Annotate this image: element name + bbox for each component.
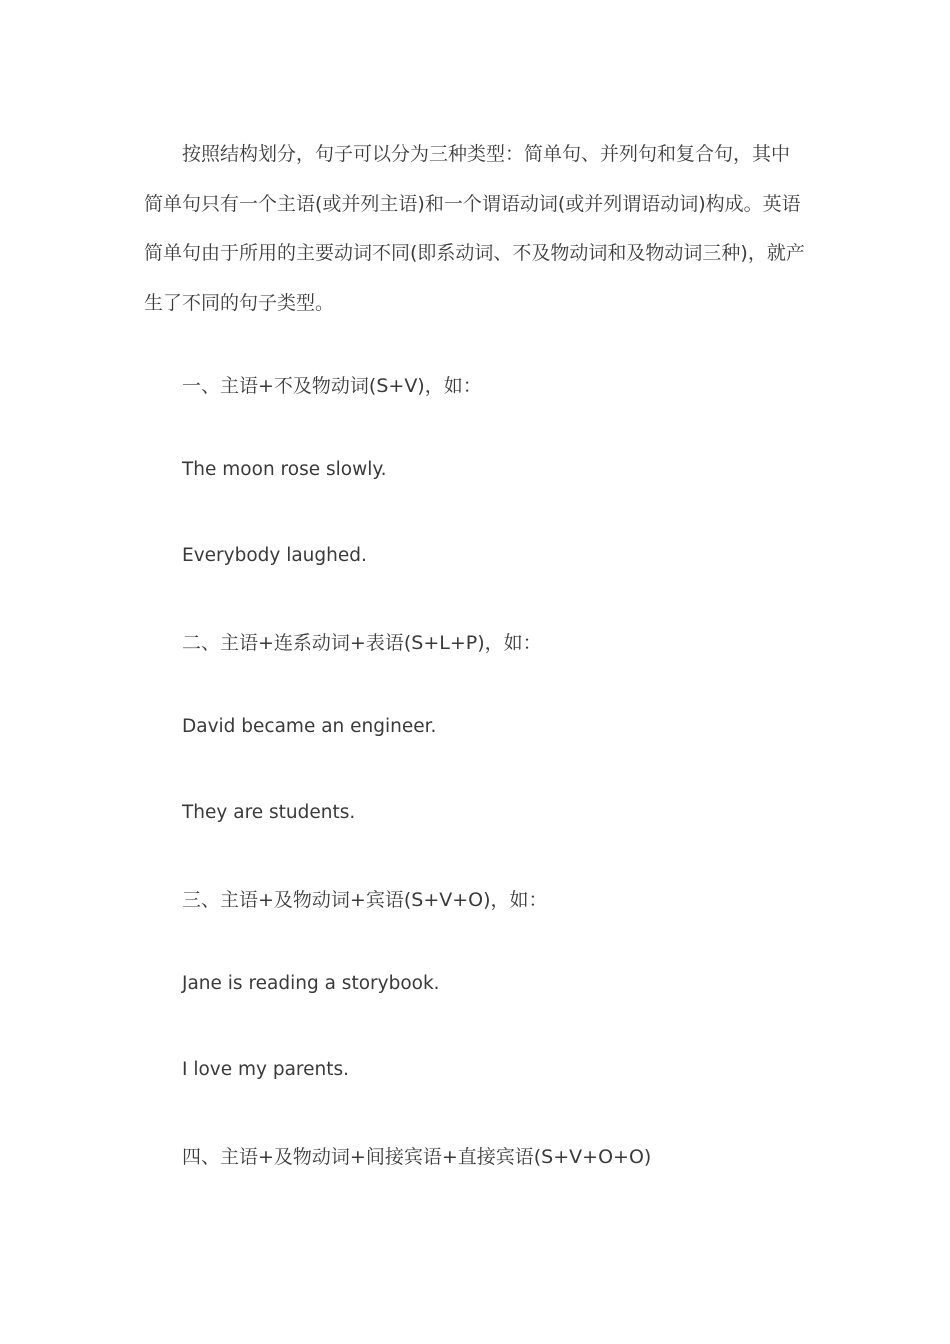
example-sentence-2-1: David became an engineer.	[182, 716, 437, 737]
section-heading-4: 四、主语+及物动词+间接宾语+直接宾语(S+V+O+O)	[182, 1146, 652, 1168]
section-heading-3: 三、主语+及物动词+宾语(S+V+O)，如：	[182, 889, 548, 911]
example-sentence-1-2: Everybody laughed.	[182, 545, 367, 566]
section-heading-1: 一、主语+不及物动词(S+V)，如：	[182, 375, 482, 397]
example-sentence-3-2: I love my parents.	[182, 1059, 350, 1080]
example-sentence-3-1: Jane is reading a storybook.	[182, 973, 440, 994]
section-heading-2: 二、主语+连系动词+表语(S+L+P)，如：	[182, 632, 542, 654]
intro-paragraph: 按照结构划分，句子可以分为三种类型：简单句、并列句和复合句，其中简单句只有一个主语(或并列主语)和一个谓语动词(或并列谓语动词)构成。英语简单句由于所用的主要动词不同(即系动词、不及物动词和及物动词三种)，就产生了不同的句子类型。	[144, 143, 805, 314]
example-sentence-2-2: They are students.	[182, 802, 356, 823]
example-sentence-1-1: The moon rose slowly.	[182, 459, 387, 480]
